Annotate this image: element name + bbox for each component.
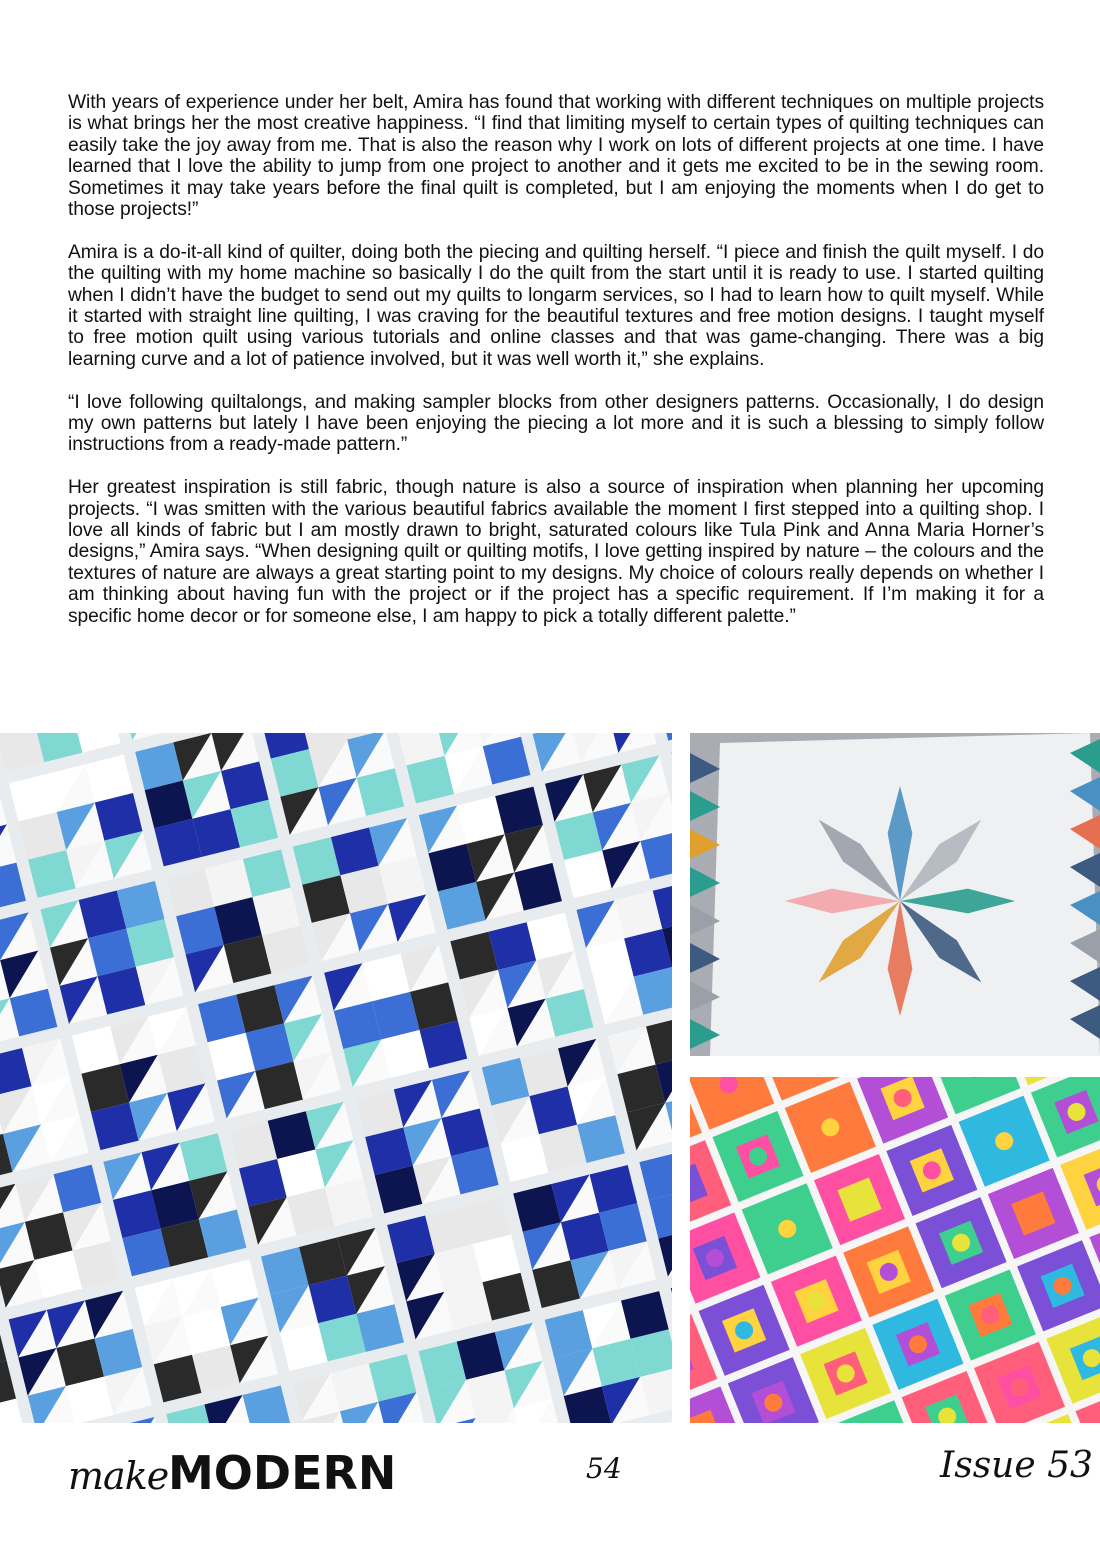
article-paragraph-4: Her greatest inspiration is still fabric, though nature is also a source of inspiration when planning her upcoming projects. “I was smitten with the various beautiful fabrics available the moment I first stepped into a quilting shop. I love all kinds of fabric but I am mostly drawn to bright, saturated colours like Tula Pink and Anna Maria Horner’s designs,” Amira says. “When designing quilt or quilting motifs, I love getting inspired by nature – the colours and the textures of nature are always a great starting point to my designs. My choice of colours really depends on whether I am thinking about having fun with the project or if the project has a specific requirement. If I’m making it for a specific home decor or for someone else, I am happy to pick a totally different palette.” <box>68 477 1044 627</box>
sampler-blocks-illustration <box>0 733 672 1423</box>
bright-fabric-quilt-photo <box>690 1077 1100 1423</box>
article-paragraph-1: With years of experience under her belt, Amira has found that working with different techniques on multiple projects is what brings her the most creative happiness. “I find that limiting myself to certain types of quilting techniques can easily take the joy away from me. That is also the reason why I work on lots of different projects at one time. I have learned that I love the ability to jump from one project to another and it gets me excited to be in the sewing room. Sometimes it may take years before the final quilt is completed, but I am enjoying the moments when I do get to those projects!” <box>68 92 1044 221</box>
star-quilt-illustration <box>690 733 1100 1056</box>
make-modern-logo <box>68 1448 398 1500</box>
issue-label: Issue 53 <box>940 1445 1093 1486</box>
star-quilt-photo <box>690 733 1100 1056</box>
bright-quilt-illustration <box>690 1077 1100 1423</box>
logo-make-text: make <box>68 1454 169 1498</box>
logo-modern-text: MODERN <box>168 1446 397 1500</box>
article-paragraph-2: Amira is a do-it-all kind of quilter, doing both the piecing and quilting herself. “I piece and finish the quilt myself. I do the quilting with my home machine so basically I do the quilt from the start until it is ready to use. I started quilting when I didn’t have the budget to send out my quilts to longarm services, so I had to learn how to quilt myself. While it started with straight line quilting, I was craving for the beautiful textures and free motion designs. I taught myself to free motion quilt using various tutorials and online classes and that was game-changing. There was a big learning curve and a lot of patience involved, but it was well worth it,” she explains. <box>68 241 1044 370</box>
sampler-blocks-photo <box>0 733 672 1423</box>
article-paragraph-3: “I love following quiltalongs, and making sampler blocks from other designers patterns. Occasionally, I do design my own patterns but lately I have been enjoying the piecing a lot more and it is such a blessing to simply follow instructions from a ready-made pattern.” <box>68 391 1044 456</box>
article-body <box>68 92 1044 649</box>
page-number: 54 <box>586 1452 622 1485</box>
